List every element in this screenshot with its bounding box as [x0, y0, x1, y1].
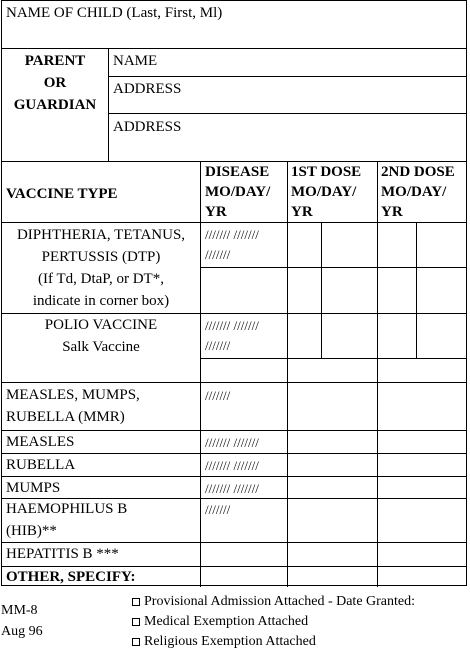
hib-hatch: ///////: [205, 502, 231, 517]
polio-label-1: POLIO VACCINE: [44, 317, 158, 333]
option-religious-label: Religious Exemption Attached: [144, 634, 316, 649]
dose2-header-2: MO/DAY/: [381, 184, 447, 200]
vaccine-type-header: VACCINE TYPE: [6, 186, 118, 202]
address-field-2[interactable]: ADDRESS: [113, 119, 182, 135]
divider: [377, 161, 378, 587]
option-provisional[interactable]: [132, 594, 415, 609]
divider: [108, 48, 109, 161]
checkbox-icon[interactable]: [132, 618, 140, 626]
address-field-1[interactable]: ADDRESS: [113, 81, 182, 97]
measles-hatch: /////// ///////: [205, 435, 259, 450]
measles-label: MEASLES: [6, 434, 75, 450]
dtp-hatch-2: ///////: [205, 247, 231, 262]
corner-box-divider: [416, 222, 417, 313]
option-religious[interactable]: [132, 634, 316, 649]
divider: [2, 382, 466, 383]
divider: [2, 453, 466, 454]
dose1-header-2: MO/DAY/: [291, 184, 357, 200]
form-code: MM-8: [1, 603, 38, 618]
divider: [200, 161, 201, 587]
guardian-label: GUARDIAN: [13, 97, 97, 113]
divider: [2, 542, 466, 543]
hib-label-2: (HIB)**: [6, 523, 57, 539]
divider: [2, 161, 466, 162]
divider: [2, 430, 466, 431]
mumps-label: MUMPS: [6, 480, 61, 496]
polio-label-2: Salk Vaccine: [62, 339, 140, 355]
polio-hatch-1: /////// ///////: [205, 318, 259, 333]
dtp-label-4: indicate in corner box): [32, 293, 170, 309]
mmr-hatch: ///////: [205, 388, 231, 403]
parent-name-field[interactable]: NAME: [113, 53, 158, 69]
disease-header-3: YR: [205, 204, 227, 220]
form-date: Aug 96: [1, 624, 43, 639]
corner-box-divider: [321, 222, 322, 313]
dose2-header-3: YR: [381, 204, 403, 220]
child-name-label: NAME OF CHILD (Last, First, Ml): [6, 5, 223, 21]
rubella-label: RUBELLA: [6, 457, 76, 473]
option-provisional-label: Provisional Admission Attached - Date Granted:: [144, 594, 416, 609]
divider: [2, 498, 466, 499]
divider: [2, 476, 466, 477]
mmr-label-1: MEASLES, MUMPS,: [6, 387, 140, 403]
divider: [2, 222, 466, 223]
parent-label: PARENT: [24, 53, 86, 69]
option-medical-label: Medical Exemption Attached: [144, 614, 309, 629]
divider: [200, 358, 466, 359]
mumps-hatch: /////// ///////: [205, 481, 259, 496]
mmr-label-2: RUBELLA (MMR): [6, 409, 125, 425]
dose1-header-3: YR: [291, 204, 313, 220]
divider: [2, 313, 466, 314]
divider: [108, 113, 466, 114]
immunization-form: [1, 0, 467, 586]
dose2-header-1: 2ND DOSE: [381, 164, 455, 180]
divider: [2, 566, 466, 567]
checkbox-icon[interactable]: [132, 638, 140, 646]
checkbox-icon[interactable]: [132, 598, 140, 606]
divider: [287, 161, 288, 587]
corner-box-divider: [416, 313, 417, 358]
rubella-hatch: /////// ///////: [205, 458, 259, 473]
option-medical[interactable]: [132, 614, 308, 629]
corner-box-divider: [321, 313, 322, 358]
or-label: OR: [43, 75, 67, 91]
divider: [2, 48, 466, 49]
dtp-label-2: PERTUSSIS (DTP): [41, 249, 161, 265]
disease-header-2: MO/DAY/: [205, 184, 271, 200]
dtp-label-3: (If Td, DtaP, or DT*,: [38, 271, 164, 287]
divider: [108, 76, 466, 77]
divider: [200, 267, 466, 268]
disease-header-1: DISEASE: [205, 164, 270, 180]
other-label: OTHER, SPECIFY:: [6, 569, 136, 585]
dose1-header-1: 1ST DOSE: [291, 164, 362, 180]
dtp-label-1: DIPHTHERIA, TETANUS,: [16, 227, 186, 243]
polio-hatch-2: ///////: [205, 338, 231, 353]
hepb-label: HEPATITIS B ***: [6, 546, 119, 562]
dtp-hatch-1: /////// ///////: [205, 227, 259, 242]
hib-label-1: HAEMOPHILUS B: [6, 501, 128, 517]
